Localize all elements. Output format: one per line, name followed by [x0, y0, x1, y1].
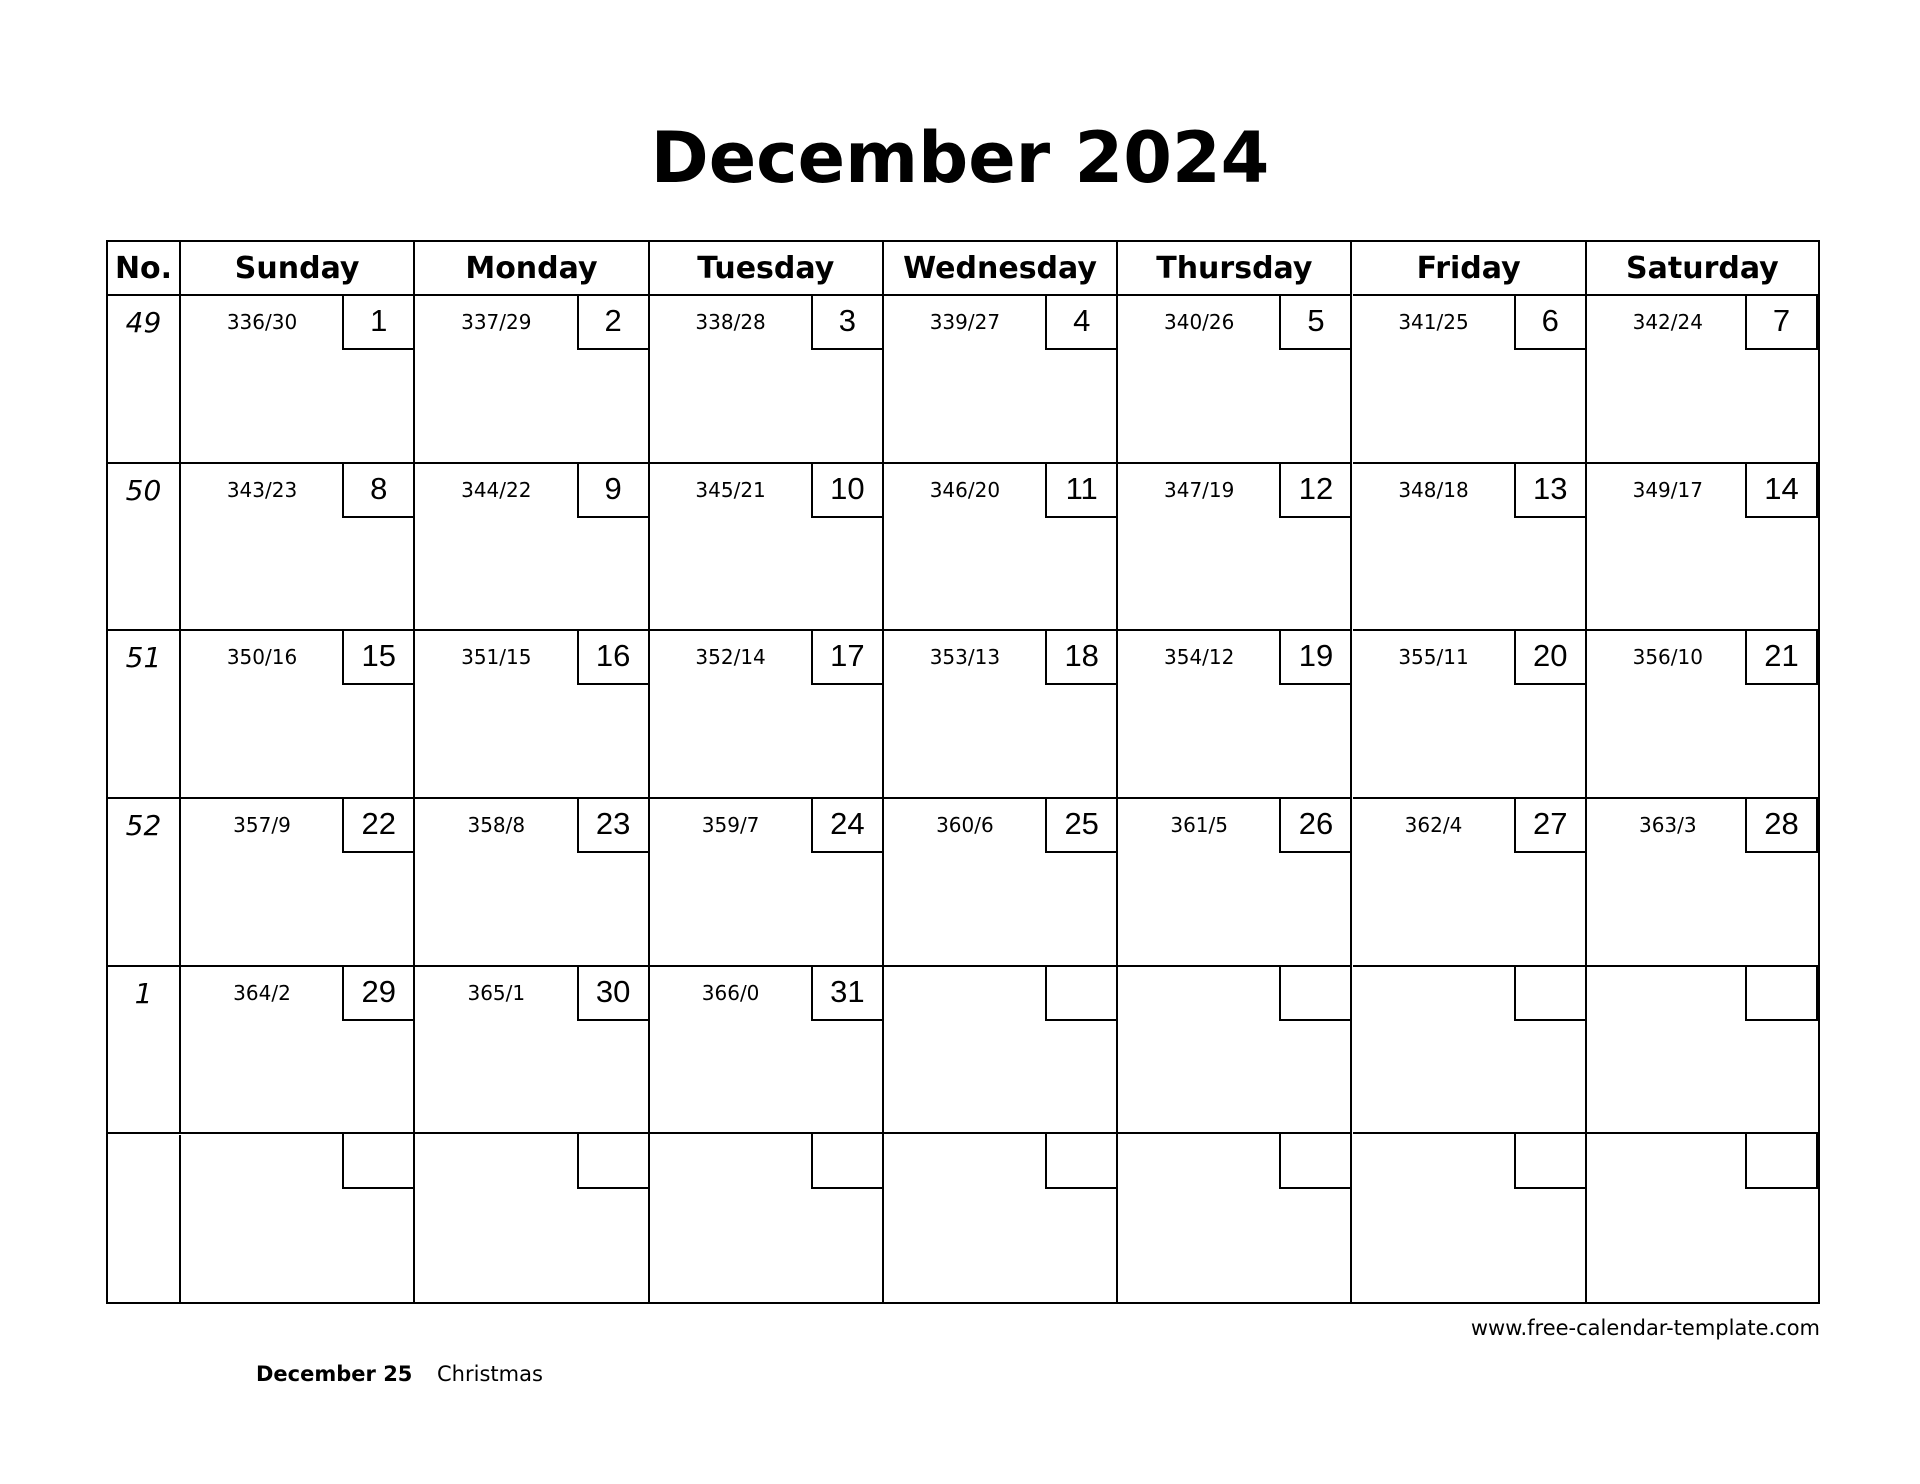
- day-number: 26: [1279, 797, 1352, 853]
- day-number: 12: [1279, 462, 1352, 518]
- day-cell: [650, 464, 884, 632]
- day-of-year: 359/7: [701, 813, 760, 838]
- day-of-year: 341/25: [1398, 310, 1469, 334]
- day-number: 5: [1279, 294, 1352, 350]
- day-number: 10: [811, 462, 884, 518]
- day-number: 18: [1045, 629, 1118, 685]
- day-cell: [884, 967, 1118, 1135]
- header-thursday: Thursday: [1118, 242, 1352, 296]
- day-of-year: 364/2: [233, 980, 291, 1005]
- day-number: [577, 1133, 650, 1189]
- week-number: 51: [108, 631, 181, 799]
- calendar-title: December 2024: [650, 117, 1270, 199]
- day-of-year: 352/14: [695, 645, 766, 670]
- day-cell: [181, 464, 415, 632]
- day-cell: [1587, 464, 1818, 632]
- day-of-year: 365/1: [467, 980, 526, 1005]
- day-number: 6: [1514, 294, 1587, 350]
- week-number: 1: [108, 967, 181, 1135]
- day-number: 25: [1045, 797, 1118, 853]
- day-of-year: 347/19: [1164, 477, 1235, 502]
- day-cell: [1587, 799, 1818, 967]
- day-of-year: 351/15: [461, 645, 532, 670]
- day-cell: [650, 631, 884, 799]
- day-cell: [1353, 464, 1587, 632]
- day-number: 29: [342, 965, 415, 1021]
- day-number: 17: [811, 629, 884, 685]
- day-number: 2: [577, 294, 650, 350]
- day-cell: [415, 967, 649, 1135]
- day-cell: [884, 464, 1118, 632]
- day-of-year: 361/5: [1170, 813, 1228, 838]
- day-number: [1514, 965, 1587, 1021]
- day-of-year: 350/16: [226, 645, 298, 670]
- day-cell: [650, 1135, 884, 1303]
- day-cell: [181, 799, 415, 967]
- day-cell: [181, 967, 415, 1135]
- day-cell: [1353, 1135, 1587, 1303]
- week-number: 50: [108, 464, 181, 632]
- day-number: 24: [811, 797, 884, 853]
- week-number: 49: [108, 296, 181, 464]
- day-number: 23: [577, 797, 650, 853]
- day-number: 20: [1514, 629, 1587, 685]
- day-number: [1045, 965, 1118, 1021]
- day-number: 3: [811, 294, 884, 350]
- day-of-year: 348/18: [1398, 477, 1469, 502]
- day-number: 21: [1745, 629, 1818, 685]
- day-number: 19: [1279, 629, 1352, 685]
- day-number: [1514, 1133, 1587, 1189]
- day-of-year: 336/30: [226, 310, 298, 334]
- day-of-year: 344/22: [461, 477, 532, 502]
- day-number: 30: [577, 965, 650, 1021]
- day-number: 4: [1045, 294, 1118, 350]
- day-number: 1: [342, 294, 415, 350]
- day-of-year: 363/3: [1638, 813, 1697, 838]
- calendar-grid: [106, 240, 1820, 1304]
- day-of-year: 356/10: [1632, 645, 1703, 670]
- day-cell: [1587, 1135, 1818, 1303]
- day-cell: [415, 631, 649, 799]
- day-number: 27: [1514, 797, 1587, 853]
- day-cell: [650, 967, 884, 1135]
- day-of-year: 355/11: [1398, 645, 1469, 670]
- day-number: 28: [1745, 797, 1818, 853]
- day-number: [1745, 965, 1818, 1021]
- day-of-year: 360/6: [936, 813, 994, 838]
- day-cell: [884, 296, 1118, 464]
- day-number: 14: [1745, 462, 1818, 518]
- day-cell: [650, 799, 884, 967]
- day-cell: [1353, 631, 1587, 799]
- day-number: [1045, 1133, 1118, 1189]
- day-number: 15: [342, 629, 415, 685]
- day-of-year: 339/27: [929, 310, 1001, 334]
- day-number: 11: [1045, 462, 1118, 518]
- header-saturday: Saturday: [1587, 242, 1818, 296]
- day-cell: [650, 296, 884, 464]
- day-of-year: 366/0: [701, 980, 760, 1005]
- day-cell: [884, 1135, 1118, 1303]
- day-cell: [1118, 464, 1352, 632]
- day-cell: [1587, 967, 1818, 1135]
- day-of-year: 342/24: [1632, 310, 1703, 334]
- day-cell: [415, 1135, 649, 1303]
- day-cell: [1118, 1135, 1352, 1303]
- day-number: 8: [342, 462, 415, 518]
- week-number: [108, 1135, 181, 1303]
- day-cell: [884, 631, 1118, 799]
- day-cell: [415, 799, 649, 967]
- day-of-year: 337/29: [461, 310, 532, 334]
- header-tuesday: Tuesday: [650, 242, 884, 296]
- day-cell: [1118, 296, 1352, 464]
- day-of-year: 345/21: [695, 477, 766, 502]
- day-cell: [181, 296, 415, 464]
- day-of-year: 349/17: [1632, 477, 1703, 502]
- day-cell: [1353, 799, 1587, 967]
- day-of-year: 358/8: [467, 813, 526, 838]
- day-cell: [1118, 799, 1352, 967]
- day-number: 7: [1745, 294, 1818, 350]
- day-cell: [1118, 631, 1352, 799]
- header-week-number: No.: [108, 242, 181, 296]
- day-cell: [181, 631, 415, 799]
- day-number: [1279, 965, 1352, 1021]
- day-cell: [181, 1135, 415, 1303]
- day-of-year: 340/26: [1164, 310, 1235, 334]
- holiday-date: December 25: [256, 1362, 413, 1386]
- day-of-year: 354/12: [1164, 645, 1235, 670]
- day-number: [811, 1133, 884, 1189]
- day-cell: [1587, 631, 1818, 799]
- header-wednesday: Wednesday: [884, 242, 1118, 296]
- day-cell: [415, 296, 649, 464]
- day-number: 22: [342, 797, 415, 853]
- header-friday: Friday: [1353, 242, 1587, 296]
- day-cell: [884, 799, 1118, 967]
- holiday-name: Christmas: [437, 1362, 543, 1386]
- day-of-year: 346/20: [929, 477, 1001, 502]
- day-number: [1745, 1133, 1818, 1189]
- day-of-year: 357/9: [233, 813, 291, 838]
- day-cell: [415, 464, 649, 632]
- day-of-year: 353/13: [929, 645, 1001, 670]
- day-number: 13: [1514, 462, 1587, 518]
- day-of-year: 343/23: [226, 477, 298, 502]
- day-cell: [1353, 296, 1587, 464]
- day-of-year: 362/4: [1404, 813, 1463, 838]
- website-credit: www.free-calendar-template.com: [1470, 1316, 1820, 1340]
- header-monday: Monday: [415, 242, 649, 296]
- day-cell: [1587, 296, 1818, 464]
- day-number: 31: [811, 965, 884, 1021]
- header-sunday: Sunday: [181, 242, 415, 296]
- day-of-year: 338/28: [695, 310, 766, 334]
- day-number: [1279, 1133, 1352, 1189]
- day-number: 16: [577, 629, 650, 685]
- week-number: 52: [108, 799, 181, 967]
- day-cell: [1353, 967, 1587, 1135]
- day-number: [342, 1133, 415, 1189]
- day-number: 9: [577, 462, 650, 518]
- day-cell: [1118, 967, 1352, 1135]
